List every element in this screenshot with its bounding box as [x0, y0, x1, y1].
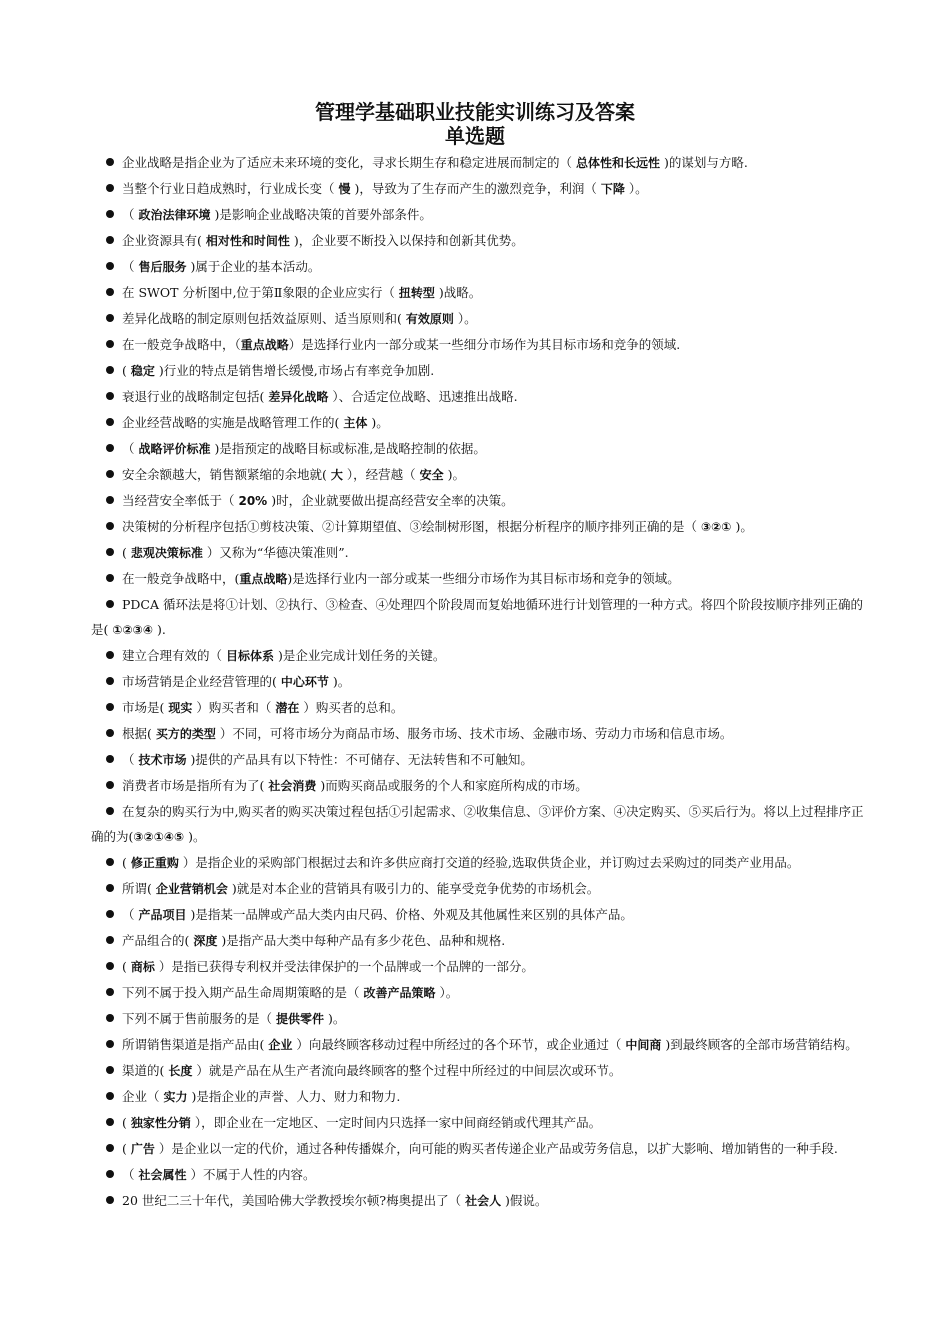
- question-text: 在一般竞争战略中，(: [122, 571, 240, 586]
- question-text: （: [122, 1167, 139, 1182]
- question-text: 消费者市场是指所有为了(: [122, 778, 269, 793]
- bullet-icon: [106, 288, 114, 296]
- question-text: 产品组合的(: [122, 933, 194, 948]
- question-text: （: [122, 752, 139, 767]
- bullet-icon: [106, 1170, 114, 1178]
- question-item: [91, 1084, 871, 1110]
- question-item: [91, 488, 871, 514]
- bullet-icon: [106, 158, 114, 166]
- question-text: )是指企业的声誉、人力、财力和物力.: [187, 1089, 401, 1104]
- question-item: [91, 540, 871, 566]
- section-heading: 单选题: [445, 124, 505, 148]
- answer-text: 潜在: [275, 701, 300, 715]
- question-text: 建立合理有效的（: [122, 648, 226, 663]
- bullet-icon: [106, 1196, 114, 1204]
- question-text: ）是选择行业内一部分或某一些细分市场作为其目标市场和竞争的领域.: [288, 337, 681, 352]
- answer-text: 产品项目: [138, 908, 187, 922]
- question-text: ）就是产品在从生产者流向最终顾客的整个过程中所经过的中间层次或环节。: [192, 1063, 622, 1078]
- answer-text: ③②①④⑤: [133, 830, 185, 844]
- answer-text: 深度: [193, 934, 218, 948]
- question-text: )。: [324, 1011, 346, 1026]
- question-text: )是指预定的战略目标或标准,是战略控制的依据。: [210, 441, 486, 456]
- bullet-icon: [106, 988, 114, 996]
- question-text: 渠道的(: [122, 1063, 169, 1078]
- question-item: [91, 592, 871, 643]
- question-item: [91, 643, 871, 669]
- question-text: )，导致为了生存而产生的激烈竞争，利润（: [350, 181, 601, 196]
- question-item: [91, 280, 871, 306]
- answer-text: ③②①: [700, 520, 732, 534]
- question-text: )就是对本企业的营销具有吸引力的、能享受竞争优势的市场机会。: [227, 881, 600, 896]
- question-text: ），即企业在一定地区、一定时间内只选择一家中间商经销或代理其产品。: [190, 1115, 602, 1130]
- question-text: (: [122, 855, 131, 870]
- question-text: ）。: [624, 181, 648, 196]
- bullet-icon: [106, 755, 114, 763]
- question-text: （: [122, 259, 139, 274]
- answer-text: 改善产品策略: [363, 986, 436, 1000]
- answer-text: 长度: [168, 1064, 193, 1078]
- question-item: [91, 150, 871, 176]
- question-text: (: [122, 959, 131, 974]
- question-text: ）又称为“华德决策准则”.: [202, 545, 349, 560]
- answer-text: 目标体系: [225, 649, 274, 663]
- bullet-icon: [106, 600, 114, 608]
- question-text: )是影响企业战略决策的首要外部条件。: [210, 207, 432, 222]
- bullet-icon: [106, 884, 114, 892]
- question-item: [91, 1058, 871, 1084]
- answer-text: 售后服务: [138, 260, 187, 274]
- question-text: )行业的特点是销售增长缓慢,市场占有率竞争加剧.: [154, 363, 435, 378]
- answer-text: 差异化战略: [268, 390, 329, 404]
- answer-text: 战略评价标准: [138, 442, 211, 456]
- question-item: [91, 1136, 871, 1162]
- question-text: (: [122, 545, 131, 560]
- question-text: )时，企业就要做出提高经营安全率的决策。: [267, 493, 514, 508]
- bullet-icon: [106, 651, 114, 659]
- question-text: （: [122, 907, 139, 922]
- answer-text: 悲观决策标准: [130, 546, 203, 560]
- question-item: [91, 358, 871, 384]
- answer-text: 中间商: [625, 1038, 662, 1052]
- answer-text: 独家性分销: [130, 1116, 191, 1130]
- question-text: )。: [328, 674, 351, 689]
- question-item: [91, 306, 871, 332]
- question-item: [91, 332, 871, 358]
- answer-text: 重点战略: [240, 338, 289, 352]
- question-text: （: [122, 441, 139, 456]
- bullet-icon: [106, 1118, 114, 1126]
- question-text: ）是指企业的采购部门根据过去和许多供应商打交道的经验,选取供货企业，并订购过去采购过的同类产业用品。: [178, 855, 800, 870]
- bullet-icon: [106, 184, 114, 192]
- question-item: [91, 902, 871, 928]
- question-text: 根据(: [122, 726, 156, 741]
- question-item: [91, 695, 871, 721]
- bullet-icon: [106, 548, 114, 556]
- question-item: [91, 747, 871, 773]
- question-text: （: [122, 207, 139, 222]
- question-text: )，企业要不断投入以保持和创新其优势。: [289, 233, 524, 248]
- question-text: 当整个行业日趋成熟时，行业成长变（: [122, 181, 339, 196]
- answer-text: 修正重购: [130, 856, 179, 870]
- bullet-icon: [106, 910, 114, 918]
- question-text: )。: [731, 519, 753, 534]
- bullet-icon: [106, 210, 114, 218]
- question-item: [91, 1188, 871, 1214]
- bullet-icon: [106, 418, 114, 426]
- question-text: ).: [153, 622, 166, 637]
- question-text: 企业资源具有(: [122, 233, 206, 248]
- question-item: [91, 928, 871, 954]
- bullet-icon: [106, 574, 114, 582]
- answer-text: ①②③④: [112, 623, 153, 637]
- question-text: 衰退行业的战略制定包括(: [122, 389, 269, 404]
- question-text: )属于企业的基本活动。: [186, 259, 321, 274]
- question-text: )而购买商品或服务的个人和家庭所构成的市场。: [316, 778, 588, 793]
- bullet-icon: [106, 781, 114, 789]
- question-item: [91, 410, 871, 436]
- question-item: [91, 514, 871, 540]
- question-text: )是企业完成计划任务的关键。: [274, 648, 446, 663]
- bullet-icon: [106, 340, 114, 348]
- question-text: 在 SWOT 分析图中,位于第Ⅱ象限的企业应实行（: [122, 285, 399, 300]
- question-text: 在复杂的购买行为中,购买者的购买决策过程包括①引起需求、②收集信息、③评价方案、④决定购买、⑤买后行为。将以上过程排序正确的为(: [91, 804, 864, 844]
- document-title: 管理学基础职业技能实训练习及答案: [315, 100, 635, 124]
- answer-text: 企业: [268, 1038, 293, 1052]
- question-text: )提供的产品具有以下特性：不可储存、无法转售和不可触知。: [186, 752, 533, 767]
- question-text: 下列不属于售前服务的是（: [122, 1011, 276, 1026]
- bullet-icon: [106, 496, 114, 504]
- bullet-icon: [106, 1040, 114, 1048]
- question-item: [91, 799, 871, 850]
- question-item: [91, 876, 871, 902]
- answer-text: 有效原则: [405, 312, 454, 326]
- answer-text: 20%: [238, 494, 268, 508]
- question-text: ）是企业以一定的代价，通过各种传播媒介，向可能的购买者传递企业产品或劳务信息，以扩大影响、增加销售的一种手段.: [154, 1141, 838, 1156]
- bullet-icon: [106, 522, 114, 530]
- bullet-icon: [106, 703, 114, 711]
- question-item: [91, 436, 871, 462]
- bullet-icon: [106, 1092, 114, 1100]
- answer-text: 慢: [338, 182, 351, 196]
- bullet-icon: [106, 236, 114, 244]
- bullet-icon: [106, 366, 114, 374]
- answer-text: 现实: [168, 701, 193, 715]
- question-item: [91, 773, 871, 799]
- question-text: (: [122, 1115, 131, 1130]
- question-text: )假说。: [501, 1193, 548, 1208]
- bullet-icon: [106, 677, 114, 685]
- answer-text: 中心环节: [280, 675, 329, 689]
- question-text: ）向最终顾客移动过程中所经过的各个环节，或企业通过（: [292, 1037, 626, 1052]
- question-text: ）、合适定位战略、迅速推出战略.: [328, 389, 518, 404]
- question-text: 所谓销售渠道是指产品由(: [122, 1037, 269, 1052]
- question-item: [91, 1162, 871, 1188]
- question-text: 企业（: [122, 1089, 164, 1104]
- answer-text: 实力: [163, 1090, 188, 1104]
- question-item: [91, 1110, 871, 1136]
- question-text: 20 世纪二三十年代，美国哈佛大学教授埃尔顿?梅奥提出了（: [122, 1193, 466, 1208]
- question-text: (: [122, 363, 131, 378]
- answer-text: 安全: [419, 468, 444, 482]
- question-text: ）不同，可将市场分为商品市场、服务市场、技术市场、金融市场、劳动力市场和信息市场。: [215, 726, 733, 741]
- question-item: [91, 462, 871, 488]
- question-text: ）购买者和（: [192, 700, 276, 715]
- answer-text: 总体性和长远性: [575, 156, 660, 170]
- question-text: ）。: [435, 985, 459, 1000]
- answer-text: 社会消费: [268, 779, 317, 793]
- answer-text: 相对性和时间性: [205, 234, 290, 248]
- bullet-icon: [106, 807, 114, 815]
- question-item: [91, 1032, 871, 1058]
- question-item: [91, 254, 871, 280]
- answer-text: 提供零件: [275, 1012, 324, 1026]
- question-text: ）购买者的总和。: [299, 700, 404, 715]
- answer-text: 社会属性: [138, 1168, 187, 1182]
- question-text: 企业战略是指企业为了适应未来环境的变化，寻求长期生存和稳定进展而制定的（: [122, 155, 576, 170]
- question-item: [91, 1006, 871, 1032]
- answer-text: 重点战略: [239, 572, 288, 586]
- bullet-icon: [106, 444, 114, 452]
- question-text: )是选择行业内一部分或某一些细分市场作为其目标市场和竞争的领域。: [287, 571, 680, 586]
- question-text: )。: [367, 415, 389, 430]
- question-item: [91, 850, 871, 876]
- question-text: 市场是(: [122, 700, 169, 715]
- answer-text: 大: [330, 468, 343, 482]
- question-text: 在一般竞争战略中，（: [122, 337, 241, 352]
- bullet-icon: [106, 392, 114, 400]
- question-text: 企业经营战略的实施是战略管理工作的(: [122, 415, 344, 430]
- question-item: [91, 980, 871, 1006]
- question-text: 决策树的分析程序包括①剪枝决策、②计算期望值、③绘制树形图，根据分析程序的顺序排列正确的是（: [122, 519, 701, 534]
- question-text: (: [122, 1141, 131, 1156]
- question-item: [91, 202, 871, 228]
- bullet-icon: [106, 1014, 114, 1022]
- question-text: ）是指已获得专利权并受法律保护的一个品牌或一个品牌的一部分。: [154, 959, 534, 974]
- question-text: )。: [184, 829, 206, 844]
- question-item: [91, 384, 871, 410]
- question-text: 差异化战略的制定原则包括效益原则、适当原则和(: [122, 311, 406, 326]
- question-text: 安全余额越大，销售额紧缩的余地就(: [122, 467, 331, 482]
- bullet-icon: [106, 962, 114, 970]
- bullet-icon: [106, 1066, 114, 1074]
- bullet-icon: [106, 729, 114, 737]
- answer-text: 政治法律环境: [138, 208, 211, 222]
- question-text: PDCA 循环法是将①计划、②执行、③检查、④处理四个阶段周而复始地循环进行计划管理的一种方式。将四个阶段按顺序排列正确的是(: [91, 597, 863, 637]
- question-text: ），经营越（: [342, 467, 420, 482]
- question-item: [91, 954, 871, 980]
- question-list: [91, 150, 871, 1214]
- question-text: 所谓(: [122, 881, 156, 896]
- question-text: )是指产品大类中每种产品有多少花色、品种和规格.: [217, 933, 506, 948]
- question-text: )。: [443, 467, 465, 482]
- bullet-icon: [106, 1144, 114, 1152]
- question-text: 市场营销是企业经营管理的(: [122, 674, 281, 689]
- question-item: [91, 228, 871, 254]
- bullet-icon: [106, 470, 114, 478]
- question-text: )的谋划与方略.: [660, 155, 748, 170]
- question-text: ）不属于人性的内容。: [186, 1167, 316, 1182]
- answer-text: 稳定: [130, 364, 155, 378]
- answer-text: 企业营销机会: [155, 882, 228, 896]
- question-item: [91, 566, 871, 592]
- answer-text: 扭转型: [398, 286, 435, 300]
- question-item: [91, 721, 871, 747]
- bullet-icon: [106, 262, 114, 270]
- answer-text: 主体: [343, 416, 368, 430]
- question-text: )战略。: [434, 285, 482, 300]
- bullet-icon: [106, 936, 114, 944]
- bullet-icon: [106, 858, 114, 866]
- question-item: [91, 176, 871, 202]
- question-text: ）。: [453, 311, 477, 326]
- answer-text: 下降: [600, 182, 625, 196]
- question-item: [91, 669, 871, 695]
- bullet-icon: [106, 314, 114, 322]
- question-text: )到最终顾客的全部市场营销结构。: [661, 1037, 858, 1052]
- answer-text: 买方的类型: [155, 727, 216, 741]
- answer-text: 广告: [130, 1142, 155, 1156]
- question-text: 下列不属于投入期产品生命周期策略的是（: [122, 985, 364, 1000]
- question-text: 当经营安全率低于（: [122, 493, 239, 508]
- answer-text: 技术市场: [138, 753, 187, 767]
- answer-text: 商标: [130, 960, 155, 974]
- answer-text: 社会人: [465, 1194, 502, 1208]
- question-text: )是指某一品牌或产品大类内由尺码、价格、外观及其他属性来区别的具体产品。: [186, 907, 633, 922]
